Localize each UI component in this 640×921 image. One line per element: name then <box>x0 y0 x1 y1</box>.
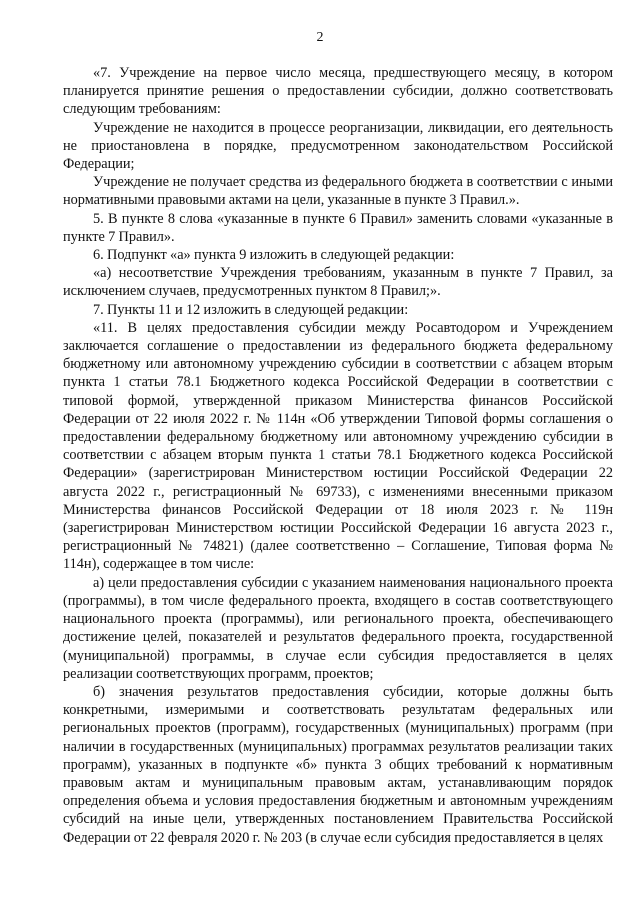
paragraph-item-6: 6. Подпункт «а» пункта 9 изложить в следующей редакции: <box>93 247 455 264</box>
document-body <box>63 64 613 847</box>
paragraph-item-5: 5. В пункте 8 слова «указанные в пункте 6 Правил» заменить словами «указанные в пункте 7 Правил». <box>63 210 613 245</box>
paragraph-subitem-a: а) цели предоставления субсидии с указанием наименования национального проекта (программы), в том числе федерального проекта, входящего в состав соответствующего национального проекта (программы), или регионального проекта, обеспечивающего достижение целей, показателей и результатов федерального проекта, государственной (муниципальной) программы, в случае если субсидия предоставляется в целях реализации соответствующих программ, проектов; <box>63 574 613 682</box>
paragraph-item-7: 7. Пункты 11 и 12 изложить в следующей редакции: <box>93 301 409 318</box>
page-number: 2 <box>316 30 324 45</box>
paragraph-subitem-a-9: «а) несоответствие Учреждения требованиям, указанным в пункте 7 Правил, за исключением случаев, предусмотренных пунктом 8 Правил;». <box>63 265 613 300</box>
paragraph-7-intro: «7. Учреждение на первое число месяца, предшествующего месяцу, в котором планируется принятие решения о предоставлении субсидии, должно соответствовать следующим требованиям: <box>63 65 613 118</box>
paragraph-subitem-b: б) значения результатов предоставления субсидии, которые должны быть конкретными, измеримыми и соответствовать результатам федеральных или региональных проектов (программ), государственных (муниципальных) программ (при наличии в государственных (муниципальных) программах результатов реализации таких программ), указанных в подпункте «б» пункта 3 общих требований к нормативным правовым актам и муниципальным правовым актам, устанавливающим порядок определения объема и условия предоставления бюджетным и автономным учреждениям субсидий на иные цели, утвержденных постановлением Правительства Российской Федерации от 22 февраля 2020 г. № 203 (в случае если субсидия предоставляется в целях <box>63 683 613 846</box>
paragraph-11-agreement: «11. В целях предоставления субсидии между Росавтодором и Учреждением заключается соглашение о предоставлении из федерального бюджета федеральному бюджетному или автономному учреждению субсидии в соответствии с абзацем вторым пункта 1 статьи 78.1 Бюджетного кодекса Российской Федерации в соответствии с типовой формой, утвержденной приказом Министерства финансов Российской Федерации от 22 июля 2022 г. № 114н «Об утверждении Типовой формы соглашения о предоставлении федеральному бюджетному или автономному учреждению субсидии в соответствии с абзацем вторым пункта 1 статьи 78.1 Бюджетного кодекса Российской Федерации» (зарегистрирован Министерством юстиции Российской Федерации 22 августа 2022 г., регистрационный № 69733), с изменениями внесенными приказом Министерства финансов Российской Федерации от 18 июля 2023 г. № 119н (зарегистрирован Министерством юстиции Российской Федерации 16 августа 2023 г., регистрационный № 74821) (далее соответственно – Соглашение, Типовая форма № 114н), содержащее в том числе: <box>63 319 613 573</box>
paragraph-requirement-funding: Учреждение не получает средства из федерального бюджета в соответствии с иными нормативными правовыми актами на цели, указанные в пункте 3 Правил.». <box>63 174 613 209</box>
paragraph-requirement-reorganization: Учреждение не находится в процессе реорганизации, ликвидации, его деятельность не приостановлена в порядке, предусмотренном законодательством Российской Федерации; <box>63 119 613 173</box>
